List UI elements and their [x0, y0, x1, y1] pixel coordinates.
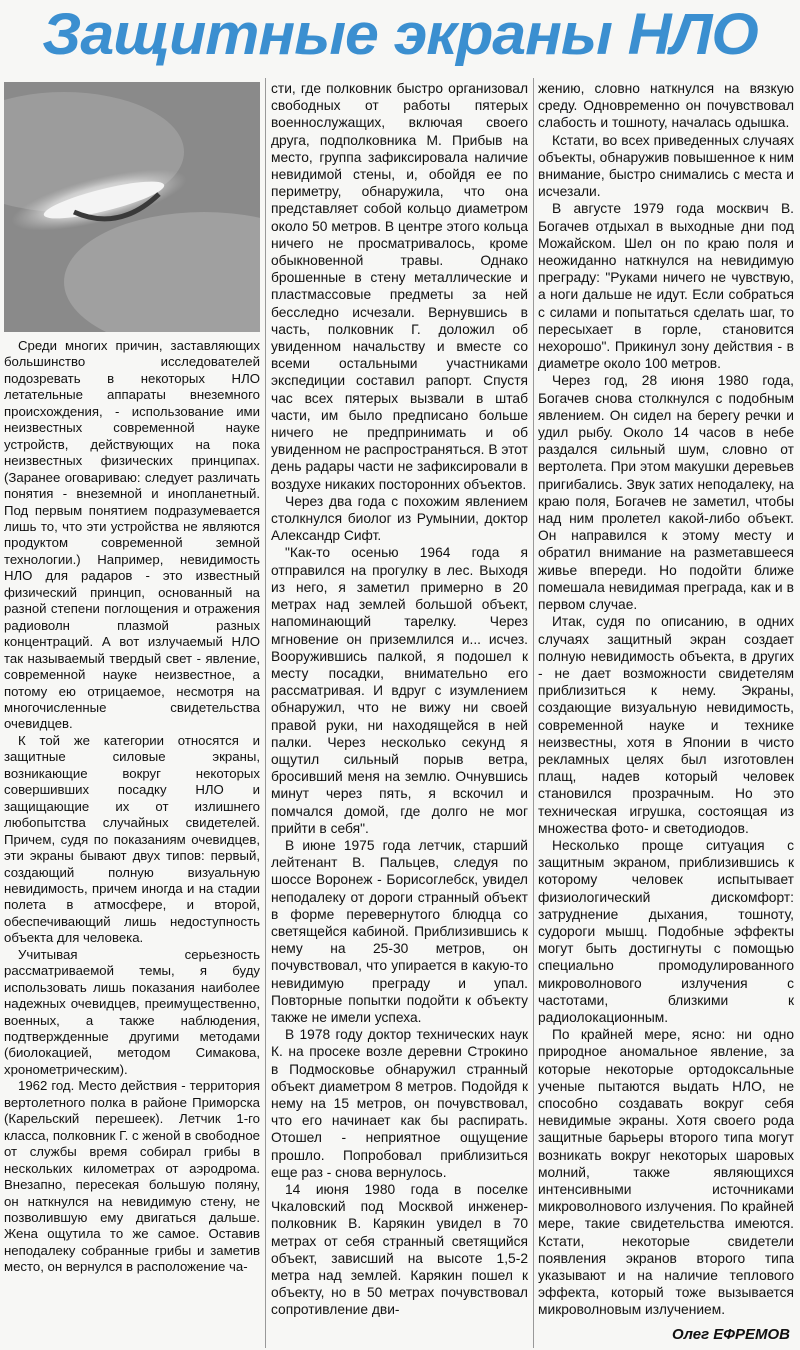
paragraph: 1962 год. Место действия - территория вертолетного полка в районе Приморска (Карельский перешеек). Летчик 1-го класса, полковник Г. с женой в свободное от службы время собирал грибы в нескольких километрах от аэродрома. Внезапно, пересекая большую поляну, он наткнулся на невидимую стену, не позволившую ему двигаться дальше. Жена ощутила то же самое. Оставив неподалеку собранные грибы и заметив место, он вернулся в расположение ча-: [4, 1078, 260, 1275]
paragraph: Несколько проще ситуация с защитным экраном, приблизившись к которому человек испытывает физиологический дискомфорт: затруднение дыхания, тошноту, судороги мышц. Подобные эффекты могут быть достигнуты с помощью специально промодулированного микроволнового излучения с частотами, близкими к радиолокационным.: [538, 837, 794, 1025]
author-byline: Олег ЕФРЕМОВ: [671, 1326, 790, 1343]
paragraph: Через год, 28 июня 1980 года, Богачев снова столкнулся с подобным явлением. Он сидел на берегу речки и удил рыбу. Около 14 часов в небе раздался сильный шум, словно от вертолета. При этом макушки деревьев пригибались. Звук затих неподалеку, на краю поля, Богачев не заметил, чтобы над ним пролетел какой-либо объект. Он направился к этому месту и обратил внимание на разметавшееся живье впереди. Но подойти ближе помешала невидимая преграда, как и в первом случае.: [538, 373, 794, 613]
paragraph: В августе 1979 года москвич В. Богачев отдыхал в выходные дни под Можайском. Шел он по краю поля и неожиданно наткнулся на невидимую преграду: "Руками ничего не чувствую, а ноги дальше не идут. Если собраться с силами и попытаться сделать шаг, то пересыхает в горле, становится нехорошо". Прикинул зону действия - в диаметре около 100 метров.: [538, 201, 794, 372]
paragraph: Итак, судя по описанию, в одних случаях защитный экран создает полную невидимость объекта, в других - не дает возможности свидетелям приблизиться к нему. Экраны, создающие визуальную невидимость, современной науке и технике неизвестны, хотя в Японии в чисто рекламных целях был изготовлен плащ, надев который человек становился прозрачным. Но это техническая игрушка, состоящая из множества фото- и светодиодов.: [538, 614, 794, 836]
paragraph: Среди многих причин, заставляющих большинство исследователей подозревать в некоторых НЛО летательные аппараты внеземного происхождения, - использование ими неизвестных современной науке устройств, действующих на пока неизвестных физических принципах. (Заранее оговариваю: следует различать понятия - внеземной и инопланетный. Под первым понятием подразумевается лишь то, что эти устройства не являются продуктом современной земной технологии.) Например, невидимость НЛО для радаров - это известный физический принцип, основанный на разной степени поглощения и отражения радиоволн плазмой разных концентраций. А вот излучаемый НЛО так называемый твердый свет - явление, современной науке неизвестное, а потому ею отрицаемое, несмотря на многочисленные свидетельства очевидцев.: [4, 338, 260, 732]
article-column-1: [4, 82, 260, 1276]
ufo-photo: [4, 82, 260, 332]
headline: Защитные экраны НЛО: [42, 2, 758, 67]
paragraph: В 1978 году доктор технических наук К. на просеке возле деревни Строкино в Подмосковье обнаружил странный объект диаметром 8 метров. Подойдя к нему на 15 метров, он почувствовал, что его начинает как бы распирать. Отошел - неприятное ощущение прошло. Попробовал приблизиться еще раз - снова вернулось.: [271, 1027, 528, 1180]
article-column-3: [538, 80, 794, 1319]
paragraph: сти, где полковник быстро организовал свободных от работы пятерых военнослужащих, включая своего друга, подполковника М. Прибыв на место, группа зафиксировала наличие невидимой стены, и, обойдя ее по периметру, обнаружила, что она представляет собой кольцо диаметром около 50 метров. В центре этого кольца ничего не просматривалось, кроме обыкновенной травы. Однако брошенные в стену металлические и пластмассовые предметы за ней бесследно исчезали. Вернувшись в часть, полковник Г. доложил об увиденном начальству и вместе со всеми остальными участниками экспедиции составил рапорт. Спустя час всех пятерых вызвали в штаб части, им было предписано больше ничего не предпринимать и об увиденном не распространяться. В этот день радары части не зафиксировали в воздухе никаких посторонних объектов.: [271, 81, 528, 492]
column-divider: [265, 78, 266, 1348]
column-divider: [533, 78, 534, 1348]
column-1-text: [4, 338, 260, 1276]
paragraph: Учитывая серьезность рассматриваемой темы, я буду использовать лишь показания наиболее надежных очевидцев, преимущественно, военных, а также наблюдения, подтвержденные другими методами (биолокацией, методом Симакова, хронометрическим).: [4, 946, 260, 1077]
paragraph: Кстати, во всех приведенных случаях объекты, обнаружив повышенное к ним внимание, быстро снимались с места и исчезали.: [538, 132, 794, 200]
article-column-2: [271, 80, 528, 1319]
paragraph: Через два года с похожим явлением столкнулся биолог из Румынии, доктор Александр Сифт.: [271, 493, 528, 544]
paragraph: По крайней мере, ясно: ни одно природное аномальное явление, за которые некоторые ортодоксальные ученые пытаются выдать НЛО, не способно создавать вокруг себя невидимые экраны. Хотя своего рода защитные барьеры второго типа могут возникать вокруг некоторых шаровых молний, также являющихся интенсивными источниками микроволнового излучения. По крайней мере, такие свидетельства имеются. Кстати, некоторые свидетели появления экранов второго типа указывают и на наличие теплового эффекта, который тоже вызывается микроволновым излучением.: [538, 1027, 794, 1318]
paragraph: жению, словно наткнулся на вязкую среду. Одновременно он почувствовал слабость и тошноту, началась одышка.: [538, 81, 794, 131]
paragraph: В июне 1975 года летчик, старший лейтенант В. Пальцев, следуя по шоссе Воронеж - Борисоглебск, увидел неподалеку от дороги странный объект в форме перевернутого блюдца со светящейся кабиной. Приблизившись к нему на 25-30 метров, он почувствовал, что упирается в какую-то невидимую преграду и упал. Повторные попытки подойти к объекту также не имели успеха.: [271, 837, 528, 1025]
paragraph: "Как-то осенью 1964 года я отправился на прогулку в лес. Выходя из него, я заметил примерно в 20 метрах над землей большой объект, напоминающий тарелку. Через мгновение он приземлился и... исчез. Вооружившись палкой, я подошел к месту посадки, внимательно его рассматривая. И вдруг с изумлением обнаружил, что не вижу ни своей правой руки, ни находящейся в ней палки. Через несколько секунд я ощутил сильный порыв ветра, бросивший меня на землю. Очнувшись минут через пять, я вскочил и помчался домой, где долго не мог прийти в себя".: [271, 545, 528, 836]
paragraph: К той же категории относятся и защитные силовые экраны, возникающие вокруг некоторых совершивших посадку НЛО и защищающие их от излишнего любопытства случайных свидетелей. Причем, судя по показаниям очевидцев, эти экраны бывают двух типов: первый, создающий полную визуальную невидимость, причем иногда и на стадии полета в атмосфере, и второй, обеспечивающий лишь недоступность объекта для человека.: [4, 732, 260, 946]
paragraph: 14 июня 1980 года в поселке Чкаловский под Москвой инженер-полковник В. Карякин увидел в 70 метрах от себя странный светящийся объект, зависший на высоте 1,5-2 метра над землей. Карякин пошел к объекту, но в 50 метрах почувствовал сопротивление дви-: [271, 1182, 528, 1318]
